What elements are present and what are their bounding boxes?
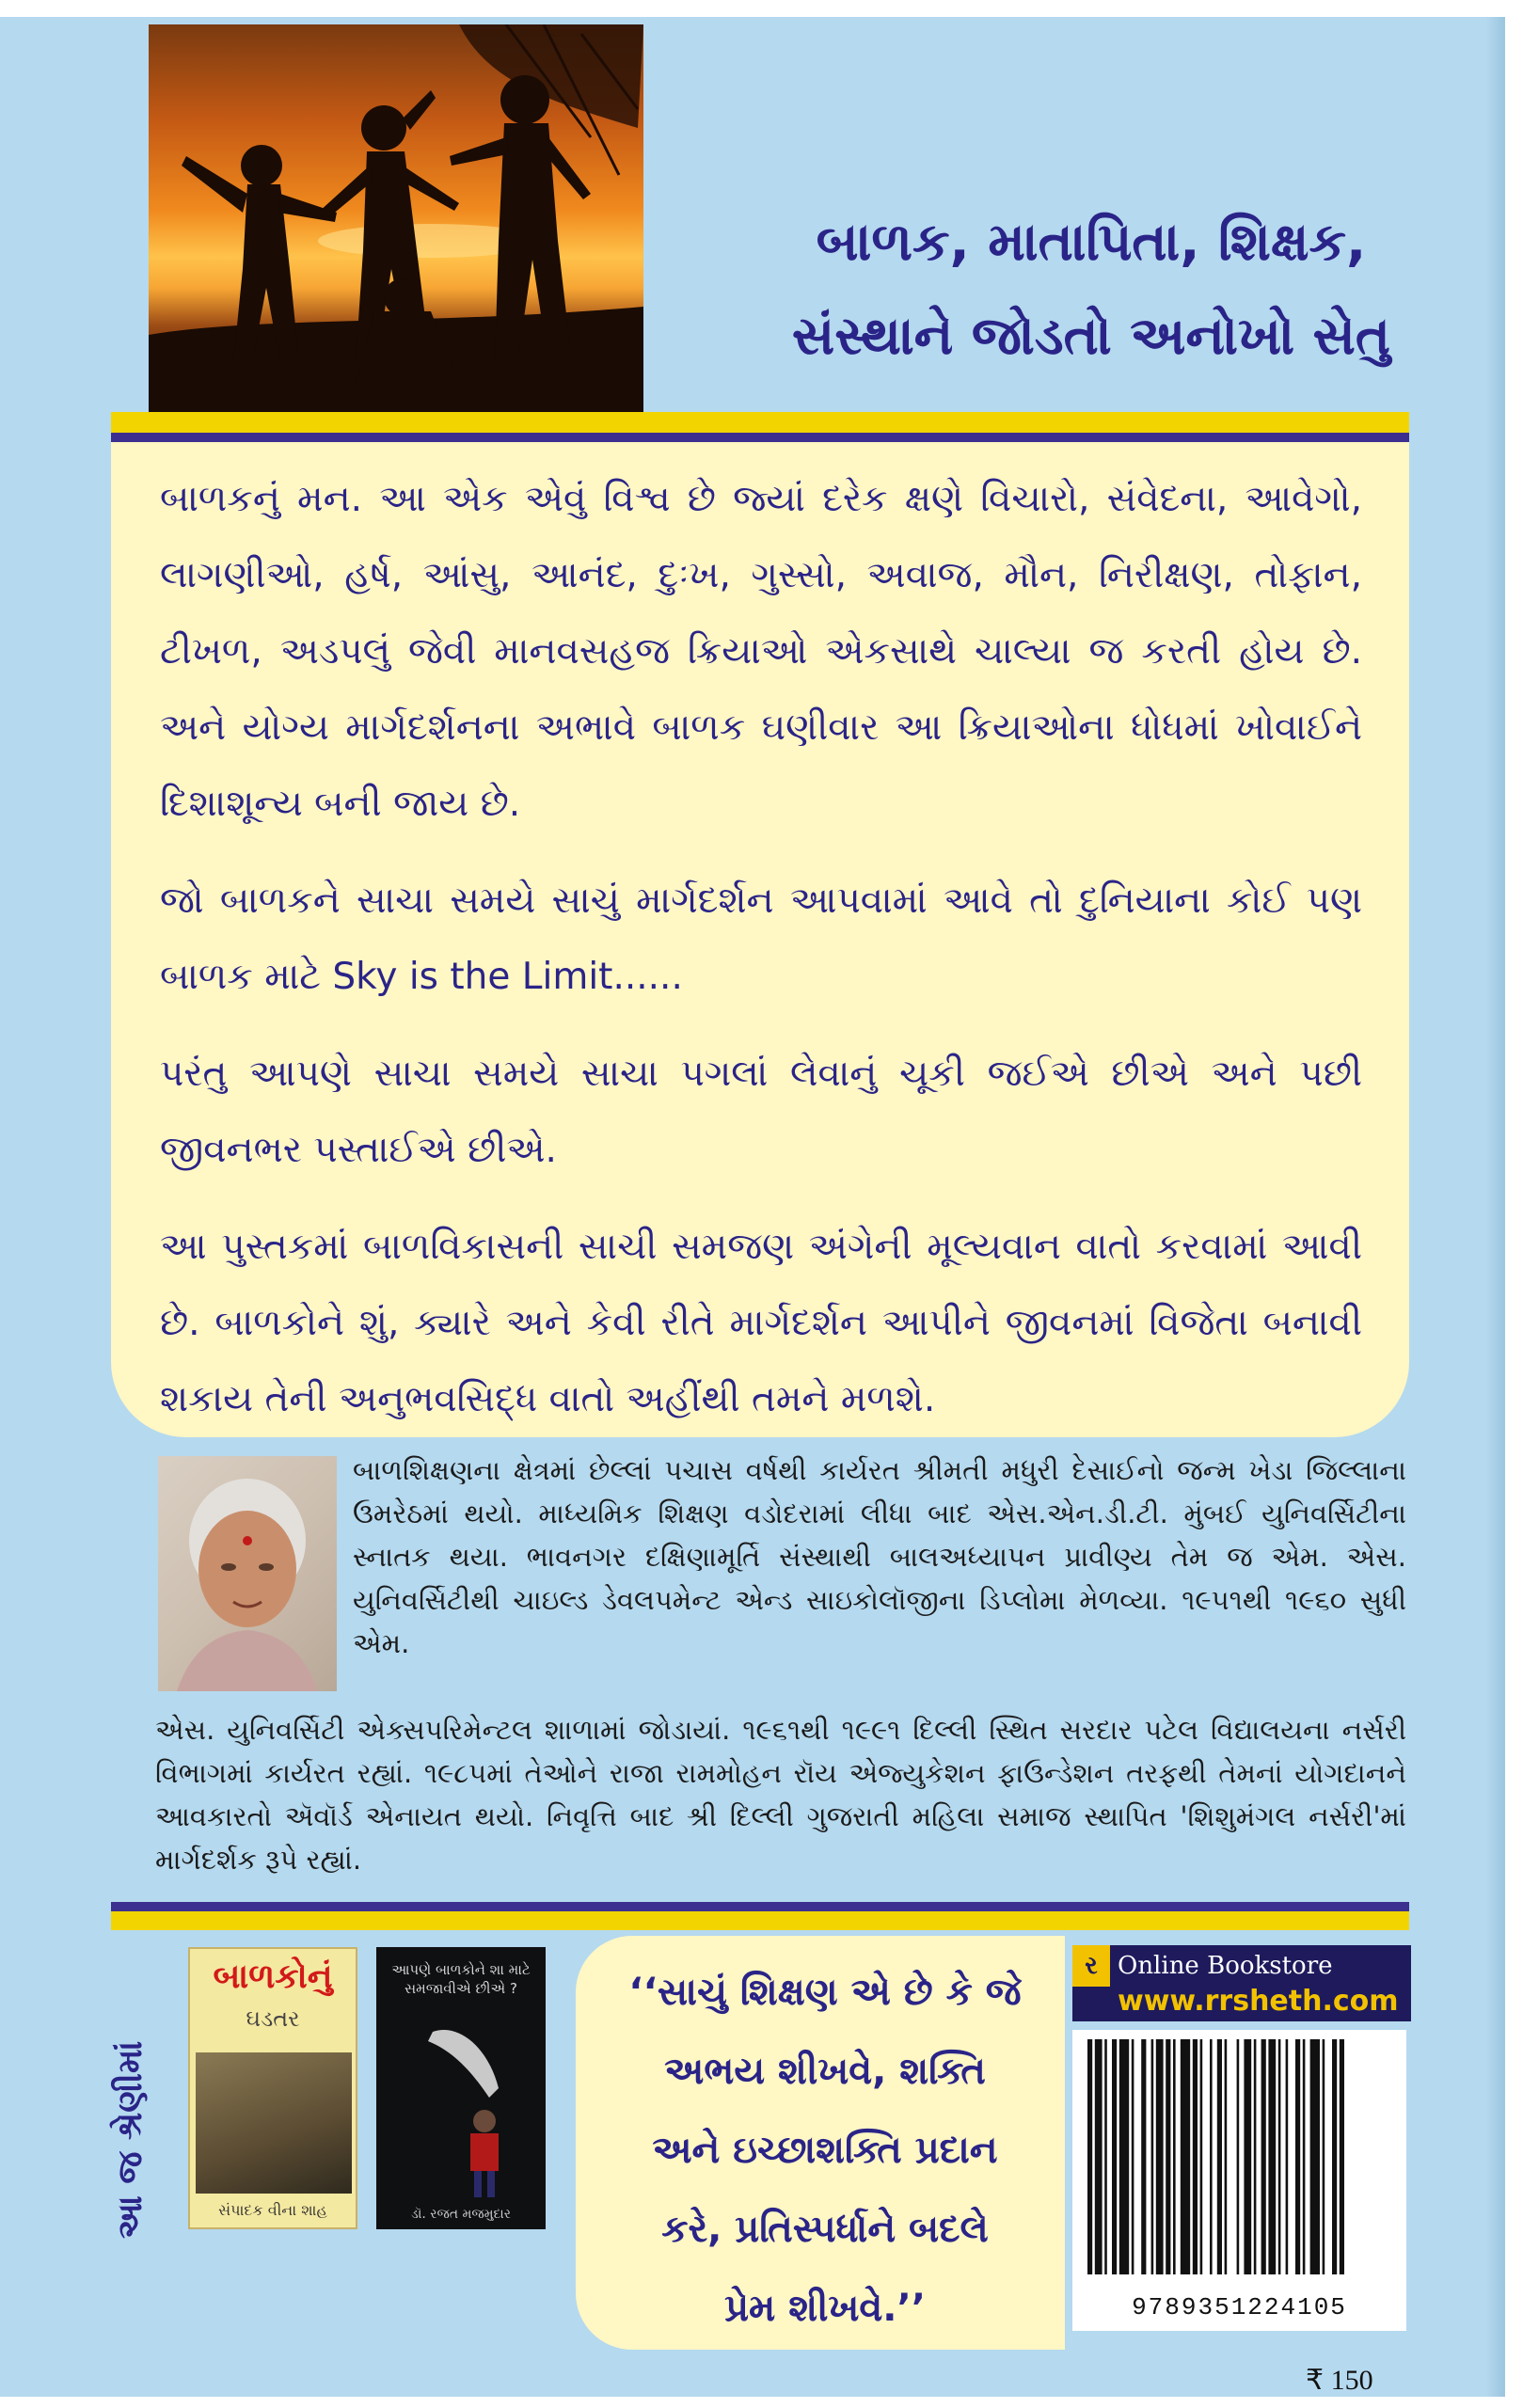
quote-line-5: પ્રેમ શીખવે.’’ <box>724 2287 926 2330</box>
quote-line-3: અને ઇચ્છાશક્તિ પ્રદાન <box>652 2129 998 2172</box>
publisher-logo-icon: ર <box>1072 1945 1110 1987</box>
barcode-bar <box>1268 2039 1276 2274</box>
barcode-bar <box>1173 2039 1176 2274</box>
blurb-paragraph-4: આ પુસ્તકમાં બાળવિકાસની સાચી સમજણ અંગેની મૂલ્યવાન વાતો કરવામાં આવી છે. બાળકોને શું, ક્યારે અને કેવી રીતે માર્ગદર્શન આપીને જીવનમાં વિજેતા બનાવી શકાય તેની અનુભવસિદ્ધ વાતો અહીંથી તમને મળશે. <box>160 1226 1362 1420</box>
bottom-divider-yellow <box>111 1911 1409 1930</box>
author-photo <box>158 1456 337 1691</box>
bottom-divider-purple <box>111 1902 1409 1911</box>
book-1-cover-image <box>196 2052 352 2194</box>
barcode <box>1072 2030 1406 2331</box>
barcode-bar <box>1295 2039 1300 2274</box>
barcode-bar <box>1244 2039 1251 2274</box>
quote-line-2: અભય શીખવે, શક્તિ <box>664 2050 986 2093</box>
barcode-bar <box>1104 2039 1107 2274</box>
store-label: Online Bookstore <box>1118 1952 1333 1980</box>
tagline-line-1: બાળક, માતાપિતા, શિક્ષક, <box>816 212 1367 273</box>
barcode-bar <box>1210 2039 1213 2274</box>
barcode-bar <box>1286 2039 1289 2274</box>
children-silhouette-photo <box>149 24 643 412</box>
price: ₹ 150 <box>1306 2365 1373 2396</box>
barcode-bar <box>1119 2039 1129 2274</box>
book-2-cover-image <box>376 1947 546 2229</box>
barcode-bar <box>1156 2039 1164 2274</box>
barcode-bar <box>1087 2039 1092 2274</box>
barcode-bar <box>1181 2039 1190 2274</box>
barcode-bar <box>1166 2039 1170 2274</box>
author-bio-top: બાળશિક્ષણના ક્ષેત્રમાં છેલ્લાં પચાસ વર્ષથી કાર્યરત શ્રીમતી મધુરી દેસાઈનો જન્મ ખેડા જિલ્લાના ઉમરેઠમાં થયો. માધ્યમિક શિક્ષણ વડોદરામાં લીધા બાદ એસ.એન.ડી.ટી. મુંબઈ યુનિવર્સિટીના સ્નાતક થયા. ભાવનગર દક્ષિણામૂર્તિ સંસ્થાથી બાલઅધ્યાપન પ્રાવીણ્ય તેમ જ એમ. એસ. યુનિવર્સિટીથી ચાઇલ્ડ ડેવલપમેન્ટ એન્ડ સાઇકોલૉજીના ડિપ્લોમા મેળવ્યા. ૧૯૫૧થી ૧૯૬૦ સુધી એમ. <box>353 1454 1406 1659</box>
author-bio-bottom: એસ. યુનિવર્સિટી એક્સપરિમેન્ટલ શાળામાં જોડાયાં. ૧૯૬૧થી ૧૯૯૧ દિલ્લી સ્થિત સરદાર પટેલ વિદ્યાલયના નર્સરી વિભાગમાં કાર્યરત રહ્યાં. ૧૯૮૫માં તેઓને રાજા રામમોહન રૉય એજ્યુકેશન ફાઉન્ડેશન તરફથી તેમનાં યોગદાનને આવકારતો ઍવૉર્ડ એનાયત થયો. નિવૃત્તિ બાદ શ્રી દિલ્લી ગુજરાતી મહિલા સમાજ સ્થાપિત 'શિશુમંગલ નર્સરી'માં માર્ગદર્શક રૂપે રહ્યાં. <box>155 1714 1406 1876</box>
book-1-author: સંપાદક વીના શાહ <box>218 2201 327 2219</box>
barcode-bar <box>1278 2039 1281 2274</box>
barcode-bar <box>1095 2039 1103 2274</box>
cover-edge <box>1486 17 1503 2397</box>
store-banner <box>1072 1945 1411 1987</box>
barcode-bars <box>1084 2039 1394 2274</box>
book-1-title-2: ઘડતર <box>246 2005 300 2032</box>
barcode-bar <box>1225 2039 1228 2274</box>
blurb-box <box>111 442 1409 1437</box>
author-portrait <box>158 1456 337 1691</box>
book-1-title: બાળકોનું <box>213 1957 333 1996</box>
barcode-bar <box>1141 2039 1146 2274</box>
barcode-bar <box>1237 2039 1240 2274</box>
barcode-bar <box>1340 2039 1344 2274</box>
divider-yellow <box>111 412 1409 433</box>
quote-line-4: કરે, પ્રતિસ્પર્ધાને બદલે <box>661 2208 989 2251</box>
series-book-1 <box>188 1947 357 2229</box>
blurb-paragraph-1: બાળકનું મન. આ એક એવું વિશ્વ છે જ્યાં દરેક ક્ષણે વિચારો, સંવેદના, આવેગો, લાગણીઓ, હર્ષ, આંસુ, આનંદ, દુઃખ, ગુસ્સો, અવાજ, મૌન, નિરીક્ષણ, તોફાન, ટીખળ, અડપલું જેવી માનવસહજ ક્રિયાઓ એકસાથે ચાલ્યા જ કરતી હોય છે. અને યોગ્ય માર્ગદર્શનના અભાવે બાળક ઘણીવાર આ ક્રિયાઓના ધોધમાં ખોવાઈને દિશાશૂન્ય બની જાય છે. <box>160 478 1362 825</box>
blurb-paragraph-3: પરંતુ આપણે સાચા સમયે સાચા પગલાં લેવાનું ચૂકી જઈએ છીએ અને પછી જીવનભર પસ્તાઈએ છીએ. <box>160 1053 1362 1171</box>
barcode-bar <box>1193 2039 1198 2274</box>
barcode-bar <box>1112 2039 1117 2274</box>
tagline <box>734 196 1449 384</box>
barcode-bar <box>1217 2039 1222 2274</box>
series-label: આ જ શ્રેણીમાં <box>111 2040 150 2240</box>
book-2-title: આપણે બાળકોને શા માટે સમજાવીએ છીએ ? <box>391 1961 531 1997</box>
back-cover <box>0 17 1503 2397</box>
tagline-line-2: સંસ્થાને જોડતો અનોખો સેતુ <box>791 306 1391 367</box>
barcode-bar <box>1200 2039 1203 2274</box>
quote-line-1: ‘‘સાચું શિક્ષણ એ છે કે જે <box>628 1971 1022 2014</box>
quote-box <box>576 1936 1065 2350</box>
series-book-2 <box>376 1947 546 2229</box>
silhouette-image <box>149 24 643 412</box>
barcode-bar <box>1303 2039 1306 2274</box>
barcode-bar <box>1310 2039 1320 2274</box>
barcode-number: 9789351224105 <box>1132 2293 1347 2321</box>
barcode-bar <box>1254 2039 1257 2274</box>
barcode-bar <box>1132 2039 1134 2274</box>
barcode-bar <box>1151 2039 1154 2274</box>
divider-purple <box>111 433 1409 442</box>
barcode-bar <box>1323 2039 1325 2274</box>
blurb-paragraph-2: જો બાળકને સાચા સમયે સાચું માર્ગદર્શન આપવામાં આવે તો દુનિયાના કોઈ પણ બાળક માટે Sky is the Limit...... <box>160 879 1362 998</box>
barcode-bar <box>1261 2039 1266 2274</box>
book-2-author: ડૉ. રજત મજમુદાર <box>411 2207 511 2222</box>
store-url[interactable]: www.rrsheth.com <box>1072 1985 1411 2021</box>
barcode-bar <box>1332 2039 1337 2274</box>
